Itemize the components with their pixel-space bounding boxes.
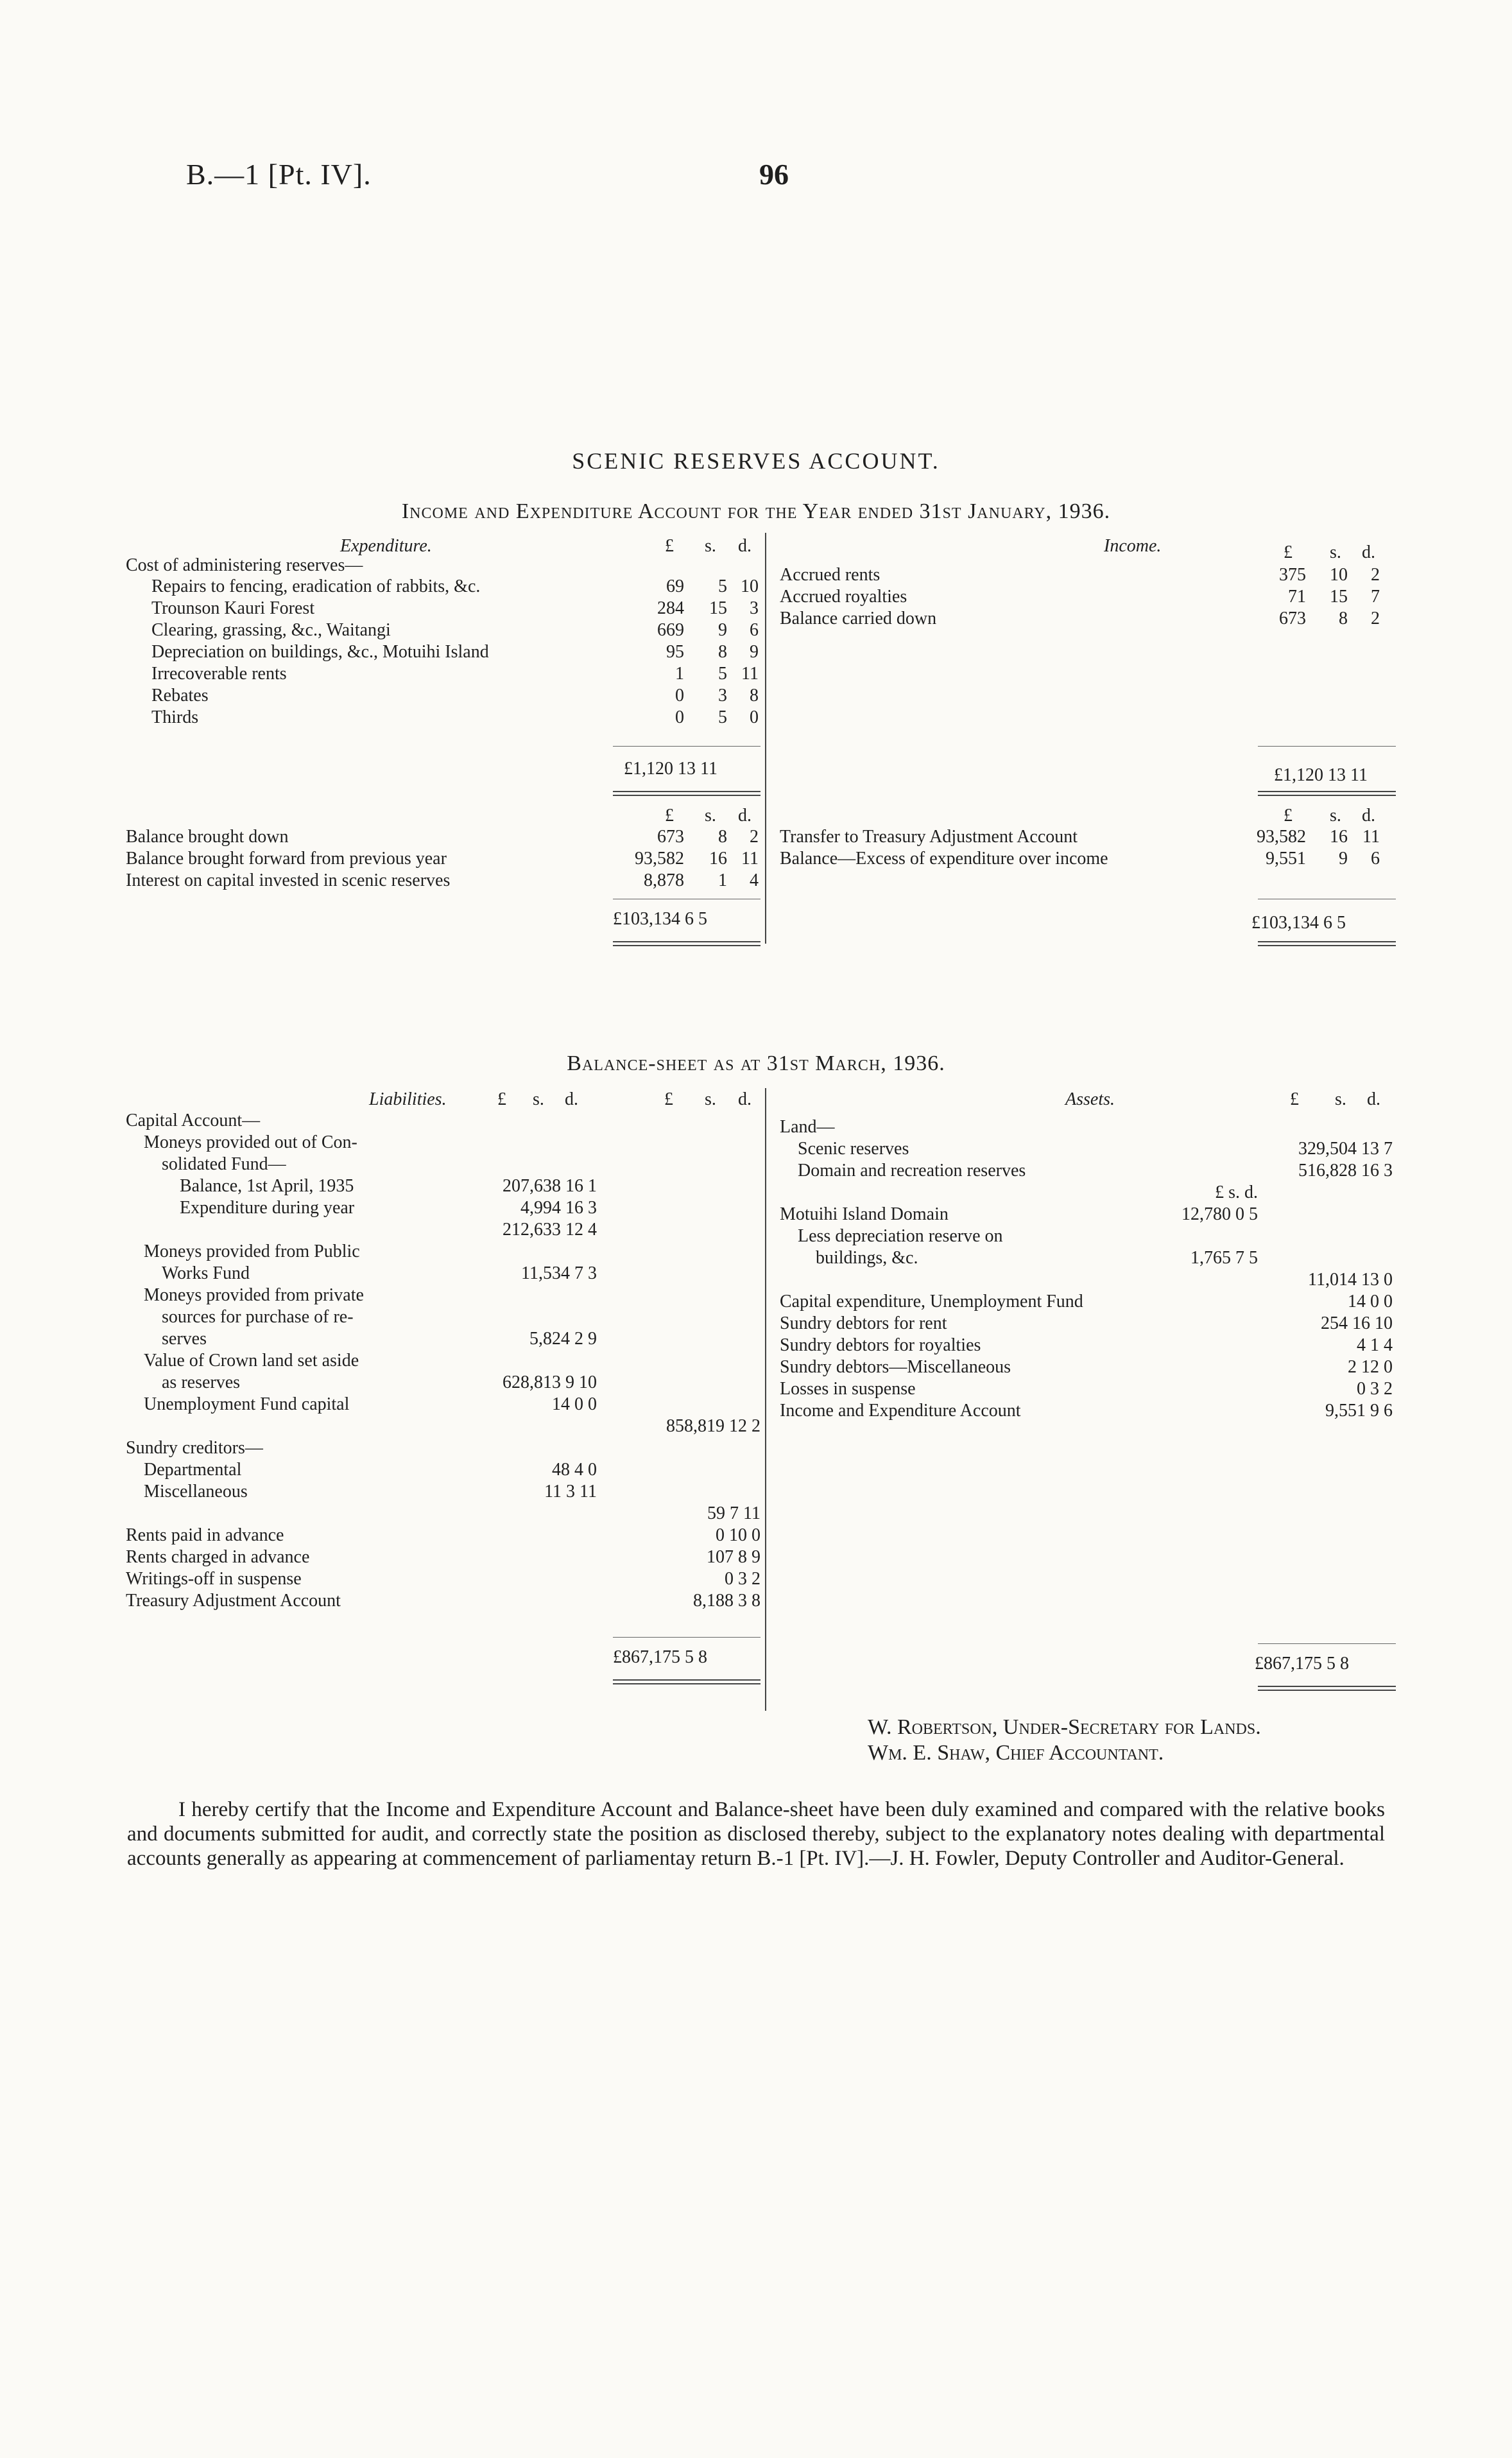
row-outer-amount: 329,504 13 7 xyxy=(1298,1139,1393,1159)
row-pounds: 375 xyxy=(1279,565,1306,585)
row-outer-amount: 14 0 0 xyxy=(1348,1292,1393,1311)
row-pounds: 93,582 xyxy=(635,849,684,869)
row-shillings: 5 xyxy=(718,707,727,727)
exp-shillings-unit: s. xyxy=(705,536,716,556)
row-label: Scenic reserves xyxy=(798,1139,909,1159)
row-label: Clearing, grassing, &c., Waitangi xyxy=(151,620,391,640)
double-rule xyxy=(613,945,760,946)
row-shillings: 5 xyxy=(718,664,727,684)
page-title: SCENIC RESERVES ACCOUNT. xyxy=(572,448,940,474)
ie-exp-total-2: £103,134 6 5 xyxy=(613,909,707,929)
row-outer-amount: 0 10 0 xyxy=(716,1525,760,1545)
row-pence: 2 xyxy=(1371,609,1380,628)
audit-certificate: I hereby certify that the Income and Expenditure Account and Balance-sheet have been duly examined and compared with the relative books and documents submitted for audit, and correctly state the position as disclosed thereby, subject to the explanatory notes dealing with departmental accounts generally as appearing at commencement of parliamentay return B.-1 [Pt. IV].—J. H. Fowler, Deputy Controller and Auditor-General. xyxy=(127,1798,1385,1870)
row-pounds: 673 xyxy=(657,827,684,847)
row-pounds: 673 xyxy=(1279,609,1306,628)
row-pence: 11 xyxy=(1362,827,1380,847)
liabilities-total: £867,175 5 8 xyxy=(613,1647,707,1667)
row-outer-amount: 2 12 0 xyxy=(1348,1357,1393,1377)
ie-divider xyxy=(765,533,766,944)
row-label: Balance carried down xyxy=(780,609,937,628)
exp-pounds-unit: £ xyxy=(665,536,674,556)
row-shillings: 8 xyxy=(718,827,727,847)
row-outer-amount: 8,188 3 8 xyxy=(693,1591,760,1611)
ie-inc-total-2: £103,134 6 5 xyxy=(1251,913,1346,933)
row-pence: 2 xyxy=(1371,565,1380,585)
double-rule xyxy=(1258,1686,1396,1687)
row-outer-amount: 254 16 10 xyxy=(1321,1313,1393,1333)
row-label: Balance brought down xyxy=(126,827,289,847)
signature-robertson: W. Robertson, Under-Secretary for Lands. xyxy=(868,1715,1261,1739)
assets-pence-unit: d. xyxy=(1367,1089,1380,1109)
double-rule xyxy=(1258,1690,1396,1691)
row-pence: 8 xyxy=(750,686,759,705)
double-rule xyxy=(613,795,760,796)
row-label: as reserves xyxy=(162,1372,241,1392)
exp2-pounds-unit: £ xyxy=(665,806,674,826)
document-reference: B.—1 [Pt. IV]. xyxy=(186,158,372,191)
row-inner-amount: 14 0 0 xyxy=(552,1394,597,1414)
row-inner-amount: 11,534 7 3 xyxy=(521,1263,597,1283)
row-label: Balance brought forward from previous year xyxy=(126,849,447,869)
rule xyxy=(613,746,760,747)
row-label: Miscellaneous xyxy=(144,1482,248,1502)
liab-inner-shillings-unit: s. xyxy=(533,1089,544,1109)
assets-total: £867,175 5 8 xyxy=(1255,1654,1349,1674)
row-shillings: 10 xyxy=(1330,565,1348,585)
row-inner-amount: 1,765 7 5 xyxy=(1190,1248,1258,1268)
row-pounds: 69 xyxy=(666,576,684,596)
bs-subtitle: Balance-sheet as at 31st March, 1936. xyxy=(567,1052,945,1075)
row-outer-amount: 59 7 11 xyxy=(707,1503,760,1523)
row-label: Treasury Adjustment Account xyxy=(126,1591,341,1611)
row-label: Works Fund xyxy=(162,1263,250,1283)
row-label: Sundry debtors for royalties xyxy=(780,1335,981,1355)
double-rule xyxy=(1258,945,1396,946)
row-label: Accrued royalties xyxy=(780,587,907,607)
row-shillings: 3 xyxy=(718,686,727,705)
inc-shillings-unit: s. xyxy=(1330,542,1341,562)
row-label: Unemployment Fund capital xyxy=(144,1394,350,1414)
row-label: Capital expenditure, Unemployment Fund xyxy=(780,1292,1083,1311)
row-label: Balance, 1st April, 1935 xyxy=(180,1176,354,1196)
row-pence: 0 xyxy=(750,707,759,727)
row-label: Expenditure during year xyxy=(180,1198,355,1218)
row-inner-amount: 4,994 16 3 xyxy=(520,1198,597,1218)
row-pence: 10 xyxy=(741,576,759,596)
row-label: Domain and recreation reserves xyxy=(798,1161,1026,1181)
row-pence: 6 xyxy=(750,620,759,640)
row-pounds: 93,582 xyxy=(1257,827,1306,847)
row-pounds: 0 xyxy=(675,686,684,705)
row-outer-amount: 0 3 2 xyxy=(1357,1379,1393,1399)
row-pounds: 8,878 xyxy=(644,870,684,890)
row-label: Repairs to fencing, eradication of rabbits, &c. xyxy=(151,576,481,596)
assets-shillings-unit: s. xyxy=(1335,1089,1346,1109)
row-label: Sundry debtors—Miscellaneous xyxy=(780,1357,1011,1377)
row-label: Trounson Kauri Forest xyxy=(151,598,315,618)
rule xyxy=(613,1637,760,1638)
exp-pence-unit: d. xyxy=(738,536,752,556)
rule xyxy=(1258,746,1396,747)
expenditure-heading: Expenditure. xyxy=(340,536,432,556)
row-label: Departmental xyxy=(144,1460,242,1480)
row-outer-amount: 516,828 16 3 xyxy=(1298,1161,1393,1181)
row-label: Moneys provided from Public xyxy=(144,1242,360,1261)
row-shillings: 8 xyxy=(1339,609,1348,628)
row-pounds: 284 xyxy=(657,598,684,618)
row-shillings: 9 xyxy=(1339,849,1348,869)
row-pounds: 669 xyxy=(657,620,684,640)
row-label: solidated Fund— xyxy=(162,1154,286,1174)
double-rule xyxy=(1258,795,1396,796)
row-pence: 11 xyxy=(741,849,759,869)
row-label: Moneys provided from private xyxy=(144,1285,364,1305)
bs-divider xyxy=(765,1088,766,1711)
exp2-pence-unit: d. xyxy=(738,806,752,826)
row-shillings: 16 xyxy=(1330,827,1348,847)
row-label: Losses in suspense xyxy=(780,1379,916,1399)
row-shillings: 9 xyxy=(718,620,727,640)
row-pence: 2 xyxy=(750,827,759,847)
row-inner-amount: £ s. d. xyxy=(1215,1182,1258,1202)
row-inner-amount: 212,633 12 4 xyxy=(503,1220,597,1240)
signature-shaw: Wm. E. Shaw, Chief Accountant. xyxy=(868,1741,1164,1765)
row-label: Less depreciation reserve on xyxy=(798,1226,1003,1246)
row-label: Balance—Excess of expenditure over income xyxy=(780,849,1108,869)
row-label: Interest on capital invested in scenic reserves xyxy=(126,870,451,890)
ie-exp-total: £1,120 13 11 xyxy=(624,759,717,779)
row-label: Depreciation on buildings, &c., Motuihi Island xyxy=(151,642,489,662)
inc2-pence-unit: d. xyxy=(1362,806,1375,826)
row-outer-amount: 9,551 9 6 xyxy=(1325,1401,1393,1421)
row-inner-amount: 5,824 2 9 xyxy=(529,1329,597,1349)
row-inner-amount: 11 3 11 xyxy=(544,1482,597,1502)
row-pounds: 9,551 xyxy=(1266,849,1306,869)
page-number: 96 xyxy=(759,158,789,191)
double-rule xyxy=(1258,791,1396,792)
inc-pounds-unit: £ xyxy=(1284,542,1293,562)
row-inner-amount: 12,780 0 5 xyxy=(1181,1204,1258,1224)
row-outer-amount: 0 3 2 xyxy=(725,1569,760,1589)
row-outer-amount: 11,014 13 0 xyxy=(1308,1270,1393,1290)
double-rule xyxy=(613,1683,760,1684)
liab-outer-shillings-unit: s. xyxy=(705,1089,716,1109)
exp-group-label: Cost of administering reserves— xyxy=(126,555,363,575)
inc2-pounds-unit: £ xyxy=(1284,806,1293,826)
liabilities-heading: Liabilities. xyxy=(369,1089,447,1109)
liab-outer-pounds-unit: £ xyxy=(664,1089,673,1109)
double-rule xyxy=(613,941,760,942)
inc-pence-unit: d. xyxy=(1362,542,1375,562)
row-label: Transfer to Treasury Adjustment Account xyxy=(780,827,1078,847)
exp2-shillings-unit: s. xyxy=(705,806,716,826)
row-outer-amount: 107 8 9 xyxy=(707,1547,760,1567)
ie-subtitle: Income and Expenditure Account for the Year ended 31st January, 1936. xyxy=(401,499,1111,523)
row-pence: 7 xyxy=(1371,587,1380,607)
row-pence: 3 xyxy=(750,598,759,618)
liab-inner-pounds-unit: £ xyxy=(497,1089,506,1109)
liab-inner-pence-unit: d. xyxy=(565,1089,578,1109)
row-label: Rents charged in advance xyxy=(126,1547,310,1567)
row-label: Value of Crown land set aside xyxy=(144,1351,359,1371)
row-label: buildings, &c. xyxy=(816,1248,918,1268)
row-outer-amount: 4 1 4 xyxy=(1357,1335,1393,1355)
row-pence: 6 xyxy=(1371,849,1380,869)
row-label: Moneys provided out of Con- xyxy=(144,1132,357,1152)
row-pounds: 1 xyxy=(675,664,684,684)
row-shillings: 15 xyxy=(1330,587,1348,607)
row-label: sources for purchase of re- xyxy=(162,1307,354,1327)
ie-inc-total: £1,120 13 11 xyxy=(1274,765,1368,785)
row-pence: 4 xyxy=(750,870,759,890)
row-label: serves xyxy=(162,1329,207,1349)
row-label: Thirds xyxy=(151,707,199,727)
row-label: Capital Account— xyxy=(126,1111,261,1130)
row-label: Land— xyxy=(780,1117,835,1137)
row-label: Sundry debtors for rent xyxy=(780,1313,947,1333)
row-label: Rebates xyxy=(151,686,209,705)
row-shillings: 1 xyxy=(718,870,727,890)
row-pounds: 95 xyxy=(666,642,684,662)
row-pounds: 0 xyxy=(675,707,684,727)
row-inner-amount: 628,813 9 10 xyxy=(503,1372,597,1392)
row-inner-amount: 48 4 0 xyxy=(552,1460,597,1480)
row-pounds: 71 xyxy=(1288,587,1306,607)
double-rule xyxy=(613,791,760,792)
assets-pounds-unit: £ xyxy=(1290,1089,1299,1109)
row-inner-amount: 207,638 16 1 xyxy=(503,1176,597,1196)
double-rule xyxy=(1258,941,1396,942)
row-label: Accrued rents xyxy=(780,565,881,585)
row-outer-amount: 858,819 12 2 xyxy=(666,1416,760,1436)
row-pence: 9 xyxy=(750,642,759,662)
double-rule xyxy=(613,1679,760,1681)
row-label: Sundry creditors— xyxy=(126,1438,263,1458)
row-shillings: 16 xyxy=(709,849,727,869)
row-label: Motuihi Island Domain xyxy=(780,1204,949,1224)
row-shillings: 8 xyxy=(718,642,727,662)
income-heading: Income. xyxy=(1104,536,1162,556)
inc2-shillings-unit: s. xyxy=(1330,806,1341,826)
row-label: Writings-off in suspense xyxy=(126,1569,302,1589)
row-label: Irrecoverable rents xyxy=(151,664,287,684)
assets-heading: Assets. xyxy=(1065,1089,1115,1109)
row-label: Income and Expenditure Account xyxy=(780,1401,1021,1421)
row-pence: 11 xyxy=(741,664,759,684)
row-shillings: 15 xyxy=(709,598,727,618)
liab-outer-pence-unit: d. xyxy=(738,1089,752,1109)
row-label: Rents paid in advance xyxy=(126,1525,284,1545)
row-shillings: 5 xyxy=(718,576,727,596)
rule xyxy=(1258,1643,1396,1644)
